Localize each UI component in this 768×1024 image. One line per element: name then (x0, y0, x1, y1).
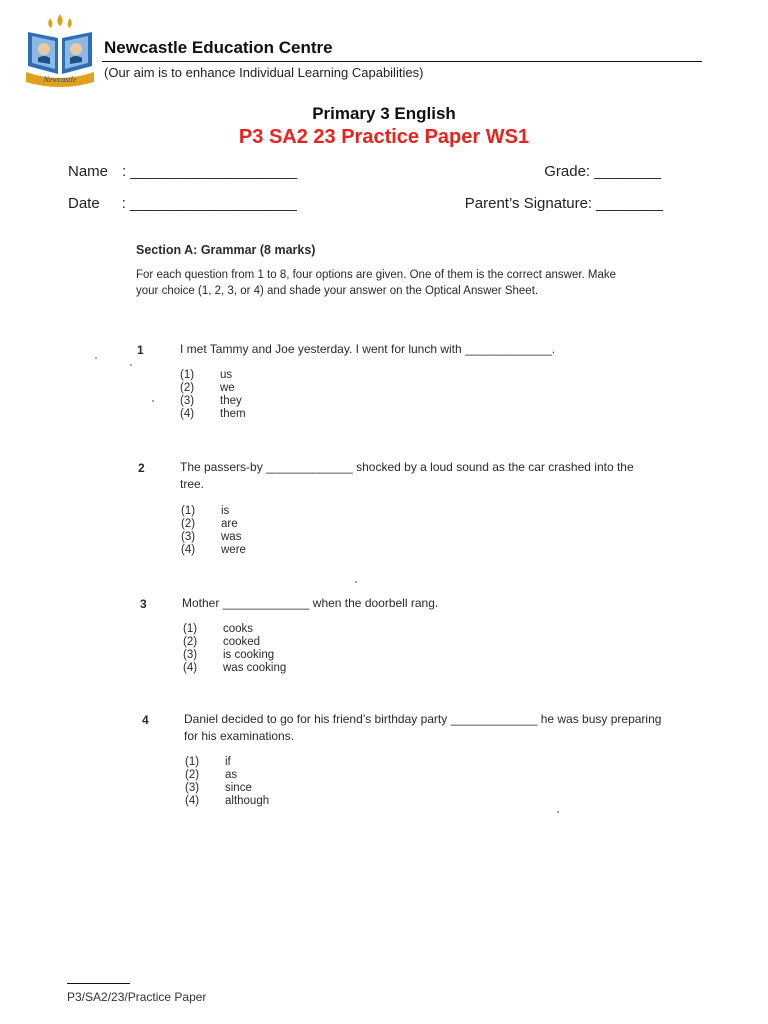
newcastle-logo-icon (20, 12, 100, 90)
question-number: 2 (138, 461, 145, 475)
question-option (183, 649, 274, 662)
name-field (68, 163, 297, 180)
option-number: (2) (183, 636, 198, 648)
logo-text: Newcastle (43, 75, 77, 84)
grade-field: Grade: ________ (544, 163, 661, 180)
name-colon: : (122, 163, 127, 180)
question-number: 3 (140, 597, 147, 611)
option-text: are (221, 518, 238, 530)
parent-signature-field: Parent’s Signature: ________ (464, 195, 663, 212)
question-option (180, 408, 246, 421)
question-option (183, 623, 253, 636)
question-option (183, 662, 286, 675)
option-number: (1) (180, 369, 195, 381)
option-number: (2) (181, 518, 196, 530)
scan-speck (557, 811, 559, 813)
organization-tagline: (Our aim is to enhance Individual Learning Capabilities) (104, 65, 424, 80)
date-blank: ____________________ (129, 195, 297, 212)
scan-speck (130, 364, 132, 366)
section-instructions: For each question from 1 to 8, four options are given. One of them is the correct answer. Make your choice (1, 2, 3, or 4) and shade your answer on the Optical Answer Sheet. (136, 269, 617, 297)
scan-speck (355, 581, 357, 583)
option-text: they (220, 395, 242, 407)
question-option (181, 505, 229, 518)
option-text: we (220, 382, 235, 394)
scan-speck (152, 400, 154, 402)
option-text: cooks (223, 623, 254, 635)
option-number: (4) (181, 544, 196, 556)
question-option (181, 518, 238, 531)
option-text: although (225, 795, 270, 807)
subject-heading: Primary 3 English (312, 104, 456, 123)
option-number: (3) (180, 395, 195, 407)
option-number: (4) (183, 662, 198, 674)
question-option (180, 369, 232, 382)
option-text: them (220, 408, 246, 420)
section-title: Section A: Grammar (8 marks) (136, 243, 316, 257)
option-text: cooked (223, 636, 261, 648)
question-text: I met Tammy and Joe yesterday. I went for lunch with _____________. (180, 342, 556, 356)
question-option (181, 544, 246, 557)
question-option (183, 636, 260, 649)
option-number: (1) (183, 623, 198, 635)
option-number: (2) (185, 769, 200, 781)
question-option (180, 395, 242, 408)
footer-text: P3/SA2/23/Practice Paper (67, 990, 207, 1004)
option-number: (3) (181, 531, 196, 543)
question-text: The passers-by _____________ shocked by a loud sound as the car crashed into the tree. (180, 460, 634, 491)
paper-title: P3 SA2 23 Practice Paper WS1 (238, 126, 530, 148)
date-colon: : (121, 195, 126, 212)
footer-divider (67, 983, 130, 984)
option-text: was cooking (223, 662, 287, 674)
option-number: (1) (181, 505, 196, 517)
question-option (185, 795, 269, 808)
question-option (185, 782, 252, 795)
option-text: were (221, 544, 246, 556)
option-text: us (220, 369, 233, 381)
organization-name: Newcastle Education Centre (104, 38, 333, 57)
question-text: Mother _____________ when the doorbell rang. (182, 596, 439, 610)
option-text: was (221, 531, 242, 543)
date-field (68, 195, 297, 212)
option-text: is (221, 505, 230, 517)
option-number: (3) (185, 782, 200, 794)
option-number: (4) (185, 795, 200, 807)
option-number: (1) (185, 756, 200, 768)
question-option (185, 756, 231, 769)
question-option (181, 531, 241, 544)
question-text: Daniel decided to go for his friend’s birthday party _____________ he was busy preparing for his examinations. (184, 712, 662, 743)
option-number: (4) (180, 408, 195, 420)
option-number: (3) (183, 649, 198, 661)
header-divider (102, 61, 702, 62)
name-blank: ____________________ (130, 163, 298, 180)
question-number: 4 (142, 713, 149, 727)
option-number: (2) (180, 382, 195, 394)
option-text: is cooking (223, 649, 275, 661)
question-option (185, 769, 237, 782)
scan-speck (95, 357, 97, 359)
question-option (180, 382, 235, 395)
date-label: Date (68, 195, 100, 212)
name-label: Name (68, 163, 109, 180)
option-text: as (225, 769, 238, 781)
option-text: if (225, 756, 231, 768)
option-text: since (225, 782, 252, 794)
question-number: 1 (137, 343, 144, 357)
